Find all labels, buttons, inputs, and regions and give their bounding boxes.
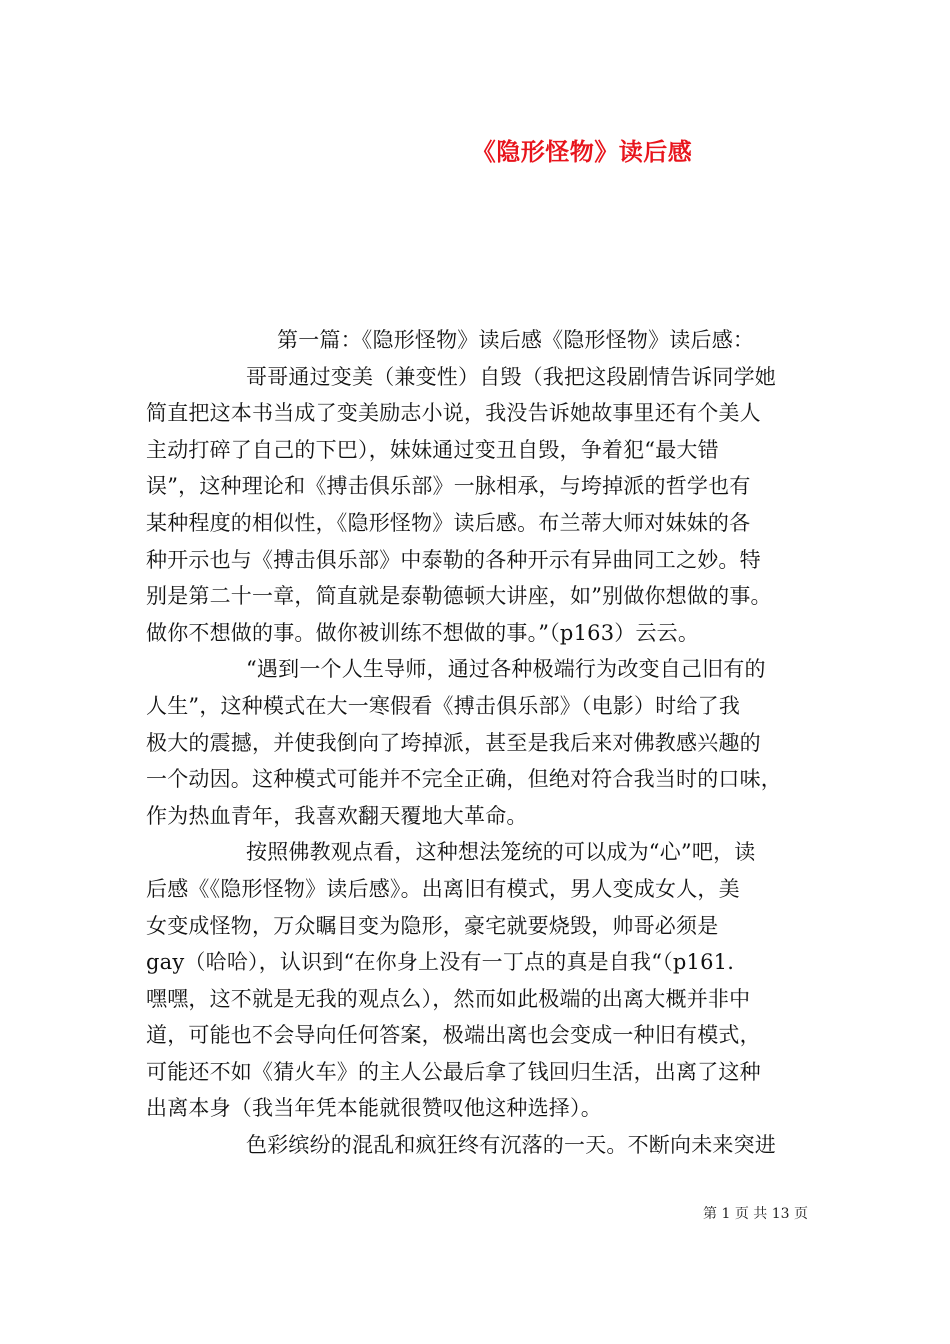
text-line: 道，可能也不会导向任何答案，极端出离也会变成一种旧有模式， [146,1023,761,1048]
text-line: 别是第二十一章，简直就是泰勒德顿大讲座，如”别做你想做的事。 [146,584,772,609]
text-line: 第一篇：《隐形怪物》读后感《隐形怪物》读后感： [277,328,755,352]
text-line: 一个动因。这种模式可能并不完全正确，但绝对符合我当时的口味， [146,767,782,792]
text-line: 按照佛教观点看，这种想法笼统的可以成为“心”吧，读 [246,840,756,865]
text-line: 人生”，这种模式在大一寒假看《搏击俱乐部》（电影）时给了我 [146,693,741,718]
text-line: 极大的震撼，并使我倒向了垮掉派，甚至是我后来对佛教感兴趣的 [146,730,761,755]
text-line: 简直把这本书当成了变美励志小说，我没告诉她故事里还有个美人 [146,401,761,426]
text-line: 主动打碎了自己的下巴），妹妹通过变丑自毁，争着犯“最大错 [146,437,719,462]
text-line: 某种程度的相似性，《隐形怪物》读后感。布兰蒂大师对妹妹的各 [146,510,751,535]
text-line: 种开示也与《搏击俱乐部》中泰勒的各种开示有异曲同工之妙。特 [146,547,761,572]
text-line: 出离本身（我当年凭本能就很赞叹他这种选择）。 [146,1096,602,1121]
page-number: 第 1 页 共 13 页 [703,1206,808,1222]
text-line: 可能还不如《猜火车》的主人公最后拿了钱回归生活，出离了这种 [146,1059,761,1084]
text-line: 误”，这种理论和《搏击俱乐部》一脉相承，与垮掉派的哲学也有 [146,474,751,499]
text-line: 做你不想做的事。做你被训练不想做的事。”（p163）云云。 [146,620,700,645]
text-line: gay（哈哈），认识到“在你身上没有一丁点的真是自我“（p161. [146,950,735,975]
document-body [146,322,818,1164]
text-line: “遇到一个人生导师，通过各种极端行为改变自己旧有的 [246,657,766,682]
text-line: 女变成怪物，万众瞩目变为隐形，豪宅就要烧毁，帅哥必须是 [146,913,719,938]
text-line: 作为热血青年，我喜欢翻天覆地大革命。 [146,803,528,828]
text-line: 哥哥通过变美（兼变性）自毁（我把这段剧情告诉同学她 [246,364,776,389]
text-line: 色彩缤纷的混乱和疯狂终有沉落的一天。不断向未来突进 [246,1133,776,1158]
text-line: 后感《《隐形怪物》读后感》。出离旧有模式，男人变成女人，美 [146,876,740,901]
document-title: 《隐形怪物》读后感 [471,137,693,166]
text-line: 嘿嘿，这不就是无我的观点么），然而如此极端的出离大概并非中 [146,986,751,1011]
